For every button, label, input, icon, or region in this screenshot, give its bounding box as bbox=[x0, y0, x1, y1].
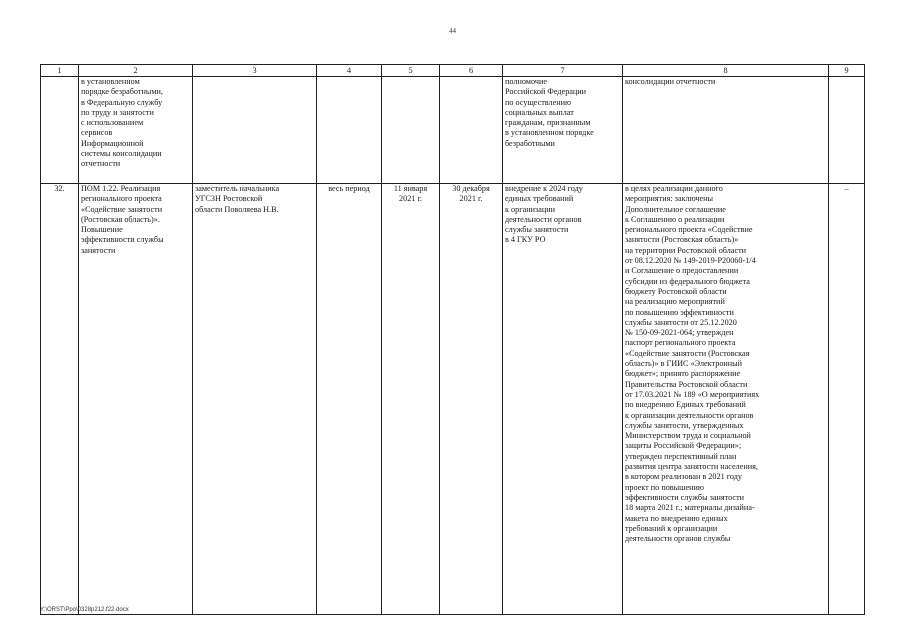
column-header: 3 bbox=[193, 65, 317, 77]
row-number-cell: 32. bbox=[41, 184, 79, 615]
column-header: 9 bbox=[829, 65, 865, 77]
end-date-cell bbox=[440, 77, 503, 184]
row-number-cell bbox=[41, 77, 79, 184]
document-file-path: Y:\ORST\Ppo\0328p212.f22.docx bbox=[40, 607, 129, 613]
column-header: 4 bbox=[317, 65, 382, 77]
responsible-cell: заместитель начальника УГСЗН Ростовской области Поволяева Н.В. bbox=[193, 184, 317, 615]
column-header: 1 bbox=[41, 65, 79, 77]
start-date-cell: 11 января 2021 г. bbox=[382, 184, 440, 615]
actual-result-cell: в целях реализации данного мероприятия: заключены Дополнительное соглашение к Соглашению о реализации регионального проекта «Содействие занятости (Ростовская область)» на территории Ростовской области от 08.12.2020 № 149-2019-Р20060-1/4 и Соглашение о предоставлении субсидии из федерального бюджета бюджету Ростовской области на реализацию мероприятий по повышению эффективности службы занятости от 25.12.2020 № 150-09-2021-064; утвержден паспорт регионального проекта «Содействие занятости (Ростовская область)» в ГИИС «Электронный бюджет»; принято распоряжение Правительства Ростовской области от 17.03.2021 № 189 «О мероприятиях по внедрению Единых требований к организации деятельности органов службы занятости, утвержденных Министерством труда и социальной защиты Российской Федерации»; утвержден перспективный план развития центра занятости населения, в котором реализован в 2021 году проект по повышению эффективности службы занятости 18 марта 2021 г.; материалы дизайна- макета по внедрению единых требований к организации деятельности органов службы bbox=[623, 184, 829, 615]
column-header: 2 bbox=[79, 65, 193, 77]
start-date-cell bbox=[382, 77, 440, 184]
expected-result-cell: полномочие Российской Федерации по осуществлению социальных выплат гражданам, признанным в установленном порядке безработными bbox=[503, 77, 623, 184]
column-header: 6 bbox=[440, 65, 503, 77]
measure-name-cell: ПОМ 1.22. Реализация регионального проекта «Содействие занятости (Ростовская область)». Повышение эффективности службы занятости bbox=[79, 184, 193, 615]
table-row bbox=[41, 77, 865, 184]
column-number-row bbox=[41, 65, 865, 77]
notes-cell: – bbox=[829, 184, 865, 615]
period-cell: весь период bbox=[317, 184, 382, 615]
page-number: 44 bbox=[449, 27, 456, 35]
actual-result-cell: консолидации отчетности bbox=[623, 77, 829, 184]
expected-result-cell: внедрение к 2024 году единых требований к организации деятельности органов службы занятости в 4 ГКУ РО bbox=[503, 184, 623, 615]
column-header: 8 bbox=[623, 65, 829, 77]
column-header: 7 bbox=[503, 65, 623, 77]
table-row bbox=[41, 184, 865, 615]
end-date-cell: 30 декабря 2021 г. bbox=[440, 184, 503, 615]
column-header: 5 bbox=[382, 65, 440, 77]
measure-name-cell: в установленном порядке безработными, в Федеральную службу по труду и занятости с использованием сервисов Информационной системы консолидации отчетности bbox=[79, 77, 193, 184]
period-cell bbox=[317, 77, 382, 184]
notes-cell bbox=[829, 77, 865, 184]
report-table bbox=[40, 64, 865, 615]
responsible-cell bbox=[193, 77, 317, 184]
